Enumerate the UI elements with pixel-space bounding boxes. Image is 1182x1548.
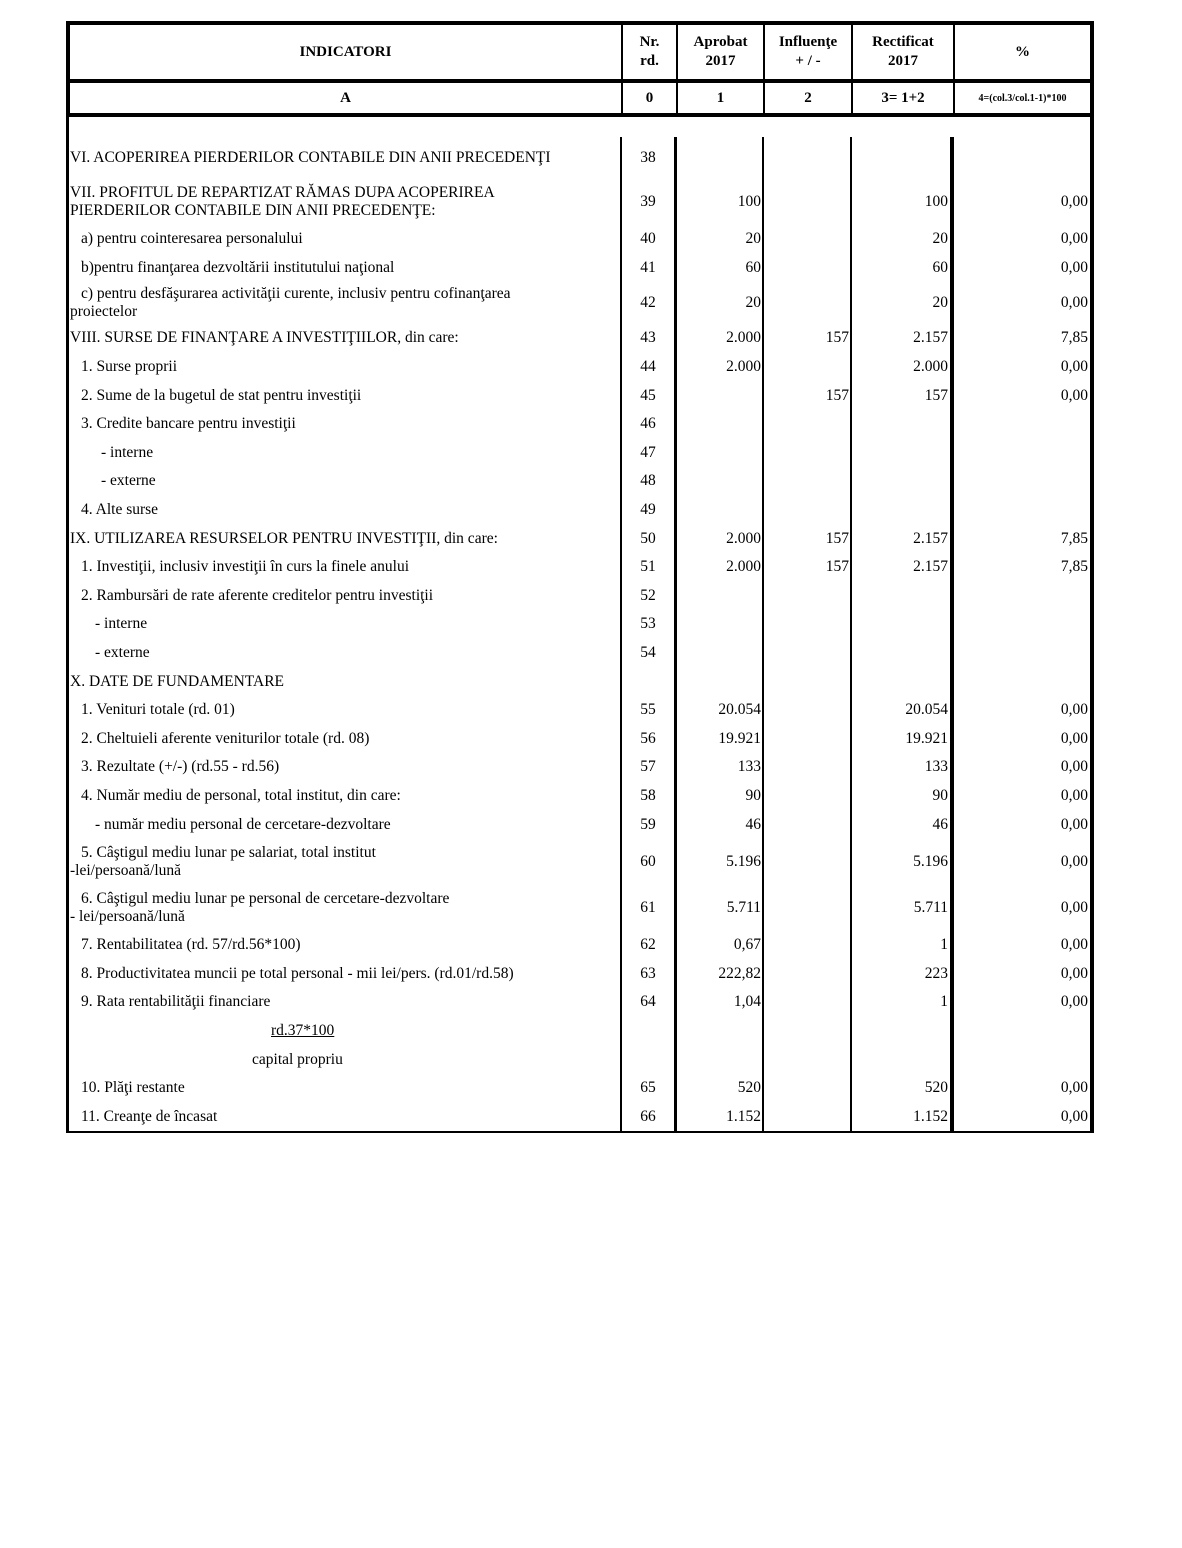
row-label [69,353,622,382]
row-number: 66 [622,1102,677,1131]
value-influente [764,667,852,696]
table-header [66,21,1094,79]
table-row [69,1045,1090,1074]
value-rectificat [852,1045,954,1074]
row-label-text: 1. Surse proprii [81,358,178,376]
value-rectificat: 2.157 [852,324,954,353]
row-label-text: 2. Rambursări de rate aferente creditelor pentru investiţii [81,586,434,604]
row-label [69,467,622,496]
row-label-text: 4. Număr mediu de personal, total institut, din care: [81,786,401,804]
row-label [69,1102,622,1131]
table-row [69,254,1090,283]
row-number: 64 [622,988,677,1017]
row-label [69,1017,622,1046]
value-aprobat: 100 [677,179,764,225]
row-label-text: 5. Câştigul mediu lunar pe salariat, total institut [81,843,376,861]
value-influente: 157 [764,553,852,582]
subheader-1: 1 [678,83,765,113]
table-row [69,1102,1090,1131]
header-aprobat-line1: Aprobat [693,34,748,50]
value-aprobat: 5.196 [677,839,764,885]
row-label [69,254,622,283]
value-percent: 0,00 [1060,701,1088,719]
value-rectificat: 520 [852,1074,954,1103]
row-number: 40 [622,225,677,254]
table-row [69,810,1090,839]
row-number: 57 [622,753,677,782]
row-label-text-line2: - lei/persoană/lună [70,907,185,925]
row-label-text-line2: -lei/persoană/lună [70,861,182,879]
row-label-text: 2. Cheltuieli aferente veniturilor totale (rd. 08) [81,729,370,747]
row-number: 63 [622,959,677,988]
value-influente [764,782,852,811]
value-aprobat [677,1017,764,1046]
value-aprobat [677,467,764,496]
value-rectificat [852,467,954,496]
row-label-text: 2. Sume de la bugetul de stat pentru investiţii [81,386,362,404]
row-label [69,931,622,960]
value-percent [954,496,1090,525]
value-aprobat [677,410,764,439]
value-percent [954,467,1090,496]
value-percent: 0,00 [1060,852,1088,870]
row-number: 46 [622,410,677,439]
row-number: 41 [622,254,677,283]
row-label-text: 8. Productivitatea muncii pe total personal - mii lei/pers. (rd.01/rd.58) [81,964,514,982]
value-percent: 0,00 [1060,230,1088,248]
row-label [69,1045,622,1074]
table-row [69,885,1090,931]
value-influente [764,179,852,225]
value-influente [764,1102,852,1131]
value-rectificat: 5.711 [852,885,954,931]
value-rectificat [852,610,954,639]
indicators-table [66,21,1094,1133]
value-percent: 0,00 [1060,1079,1088,1097]
value-percent: 0,00 [1060,786,1088,804]
value-influente [764,753,852,782]
value-aprobat: 46 [677,810,764,839]
table-row [69,225,1090,254]
row-number: 58 [622,782,677,811]
value-aprobat: 520 [677,1074,764,1103]
subheader-a: A [70,83,623,113]
value-rectificat: 133 [852,753,954,782]
value-rectificat [852,439,954,468]
row-label [69,324,622,353]
row-label-text-line2: PIERDERILOR CONTABILE DIN ANII PRECEDENŢE: [70,202,436,219]
value-rectificat [852,639,954,668]
row-number: 38 [622,137,677,179]
table-row [69,988,1090,1017]
value-rectificat [852,410,954,439]
row-label [69,839,622,885]
table-row [69,381,1090,410]
table-row [69,753,1090,782]
value-rectificat: 2.157 [852,553,954,582]
value-influente [764,137,852,179]
value-aprobat: 5.711 [677,885,764,931]
row-label [69,1074,622,1103]
row-label [69,524,622,553]
row-number [622,1045,677,1074]
value-aprobat [677,582,764,611]
table-row [69,282,1090,324]
value-influente: 157 [764,524,852,553]
table-row [69,353,1090,382]
value-aprobat [677,1045,764,1074]
value-rectificat: 60 [852,254,954,283]
value-influente [764,225,852,254]
header-nr-rd [623,25,678,79]
value-percent [954,1017,1090,1046]
value-influente [764,988,852,1017]
table-row [69,1017,1090,1046]
value-aprobat: 0,67 [677,931,764,960]
value-rectificat: 90 [852,782,954,811]
header-nr-line1: Nr. [639,34,660,50]
value-influente [764,885,852,931]
value-percent: 0,00 [1060,193,1088,210]
table-row [69,839,1090,885]
value-aprobat [677,667,764,696]
row-number: 62 [622,931,677,960]
table-row [69,667,1090,696]
table-row [69,467,1090,496]
value-percent: 0,00 [1060,386,1088,404]
row-number: 55 [622,696,677,725]
value-influente [764,582,852,611]
value-aprobat: 19.921 [677,725,764,754]
row-number: 54 [622,639,677,668]
value-rectificat: 19.921 [852,725,954,754]
row-number: 59 [622,810,677,839]
value-percent [954,410,1090,439]
value-influente [764,931,852,960]
value-percent: 0,00 [1060,258,1088,276]
value-percent [954,639,1090,668]
value-percent: 0,00 [1060,898,1088,916]
row-label-text: 1. Investiţii, inclusiv investiţii în curs la finele anului [81,558,410,576]
value-influente [764,725,852,754]
row-number: 52 [622,582,677,611]
row-label [69,959,622,988]
value-percent [954,610,1090,639]
row-label [69,496,622,525]
value-rectificat: 2.157 [852,524,954,553]
value-rectificat [852,667,954,696]
value-influente [764,467,852,496]
value-percent: 0,00 [1060,964,1088,982]
row-number: 53 [622,610,677,639]
row-label [69,282,622,324]
value-influente [764,1017,852,1046]
value-percent: 7,85 [1060,558,1088,576]
row-number: 44 [622,353,677,382]
row-label-text: VI. ACOPERIREA PIERDERILOR CONTABILE DIN ANII PRECEDENŢI [70,149,551,166]
header-rectificat-line2: 2017 [887,53,918,69]
row-label [69,725,622,754]
row-number: 50 [622,524,677,553]
value-rectificat: 1 [852,988,954,1017]
row-label-text-line2: proiectelor [70,303,138,321]
table-row [69,725,1090,754]
row-label-text: rd.37*100 [271,1021,335,1039]
value-aprobat: 20.054 [677,696,764,725]
value-rectificat: 20 [852,282,954,324]
header-influente [765,25,853,79]
value-percent [954,1045,1090,1074]
table-body [66,117,1094,1133]
table-row [69,696,1090,725]
value-percent: 0,00 [1060,294,1088,312]
value-percent: 0,00 [1060,993,1088,1011]
table-subheader [66,79,1094,117]
header-influente-line2: + / - [795,53,821,69]
value-aprobat [677,610,764,639]
value-aprobat: 1.152 [677,1102,764,1131]
value-rectificat: 20 [852,225,954,254]
row-label-text: 4. Alte surse [81,501,159,519]
header-aprobat-line2: 2017 [705,53,736,69]
value-percent [954,137,1090,179]
value-percent: 7,85 [1060,529,1088,547]
row-label-text: 10. Plăţi restante [81,1079,185,1097]
value-rectificat: 223 [852,959,954,988]
value-percent [954,667,1090,696]
subheader-4: 4=(col.3/col.1-1)*100 [978,92,1067,104]
value-rectificat: 2.000 [852,353,954,382]
row-label [69,810,622,839]
header-influente-line1: Influenţe [778,34,838,50]
value-aprobat [677,639,764,668]
value-influente [764,254,852,283]
row-label [69,137,622,179]
header-rectificat-line1: Rectificat [872,34,934,50]
value-aprobat: 1,04 [677,988,764,1017]
table-row [69,524,1090,553]
row-label [69,988,622,1017]
row-label-text: - externe [95,644,150,662]
value-rectificat: 1.152 [852,1102,954,1131]
value-aprobat: 2.000 [677,324,764,353]
row-number: 56 [622,725,677,754]
value-percent: 7,85 [1060,329,1088,347]
value-percent: 0,00 [1060,815,1088,833]
value-influente [764,810,852,839]
row-label-text: 11. Creanţe de încasat [81,1107,218,1125]
value-influente: 157 [764,324,852,353]
row-number: 47 [622,439,677,468]
subheader-2: 2 [765,83,853,113]
value-rectificat: 157 [852,381,954,410]
value-aprobat [677,381,764,410]
value-rectificat: 100 [852,179,954,225]
row-label [69,553,622,582]
row-label-text: 3. Rezultate (+/-) (rd.55 - rd.56) [81,758,280,776]
value-influente [764,282,852,324]
row-label [69,610,622,639]
table-row [69,582,1090,611]
value-influente [764,496,852,525]
subheader-0: 0 [623,83,678,113]
value-rectificat [852,582,954,611]
row-number: 43 [622,324,677,353]
table-row [69,410,1090,439]
value-influente [764,610,852,639]
row-label-text: 7. Rentabilitatea (rd. 57/rd.56*100) [81,936,301,954]
row-label-text: X. DATE DE FUNDAMENTARE [70,672,285,690]
value-aprobat: 20 [677,225,764,254]
table-row [69,179,1090,225]
row-label [69,753,622,782]
row-label [69,381,622,410]
row-label [69,667,622,696]
row-label [69,225,622,254]
row-number: 51 [622,553,677,582]
header-nr-line2: rd. [640,53,659,69]
table-row [69,959,1090,988]
row-label-text: IX. UTILIZAREA RESURSELOR PENTRU INVESTIŢII, din care: [70,529,498,547]
row-label-text: capital propriu [252,1050,343,1068]
value-aprobat: 222,82 [677,959,764,988]
value-percent: 0,00 [1060,936,1088,954]
value-influente [764,410,852,439]
row-number: 48 [622,467,677,496]
value-aprobat [677,496,764,525]
header-rectificat [853,25,955,79]
row-label-text: - interne [101,443,154,461]
value-percent [954,582,1090,611]
row-number [622,1017,677,1046]
value-influente [764,353,852,382]
table-row [69,610,1090,639]
row-number: 60 [622,839,677,885]
value-aprobat: 2.000 [677,353,764,382]
subheader-3: 3= 1+2 [853,83,955,113]
table-row [69,1074,1090,1103]
row-label-text: VII. PROFITUL DE REPARTIZAT RĂMAS DUPA ACOPERIREA [70,184,495,201]
table-row [69,324,1090,353]
row-label [69,885,622,931]
value-aprobat: 2.000 [677,553,764,582]
value-influente [764,959,852,988]
value-rectificat: 20.054 [852,696,954,725]
table-row [69,553,1090,582]
value-influente [764,839,852,885]
value-percent: 0,00 [1060,729,1088,747]
row-number: 49 [622,496,677,525]
row-number: 65 [622,1074,677,1103]
row-label-text: 6. Câştigul mediu lunar pe personal de cercetare-dezvoltare [81,889,450,907]
row-label [69,782,622,811]
value-aprobat: 133 [677,753,764,782]
row-label [69,582,622,611]
header-indicatori: INDICATORI [70,25,623,79]
value-aprobat: 2.000 [677,524,764,553]
value-rectificat: 1 [852,931,954,960]
value-rectificat [852,496,954,525]
value-aprobat [677,439,764,468]
table-row [69,639,1090,668]
row-label-text: 1. Venituri totale (rd. 01) [81,701,235,719]
value-percent: 0,00 [1060,758,1088,776]
header-percent: % [1015,43,1030,60]
value-aprobat: 20 [677,282,764,324]
row-label-text: - externe [101,472,156,490]
row-label [69,410,622,439]
row-label-text: - număr mediu personal de cercetare-dezvoltare [95,815,391,833]
row-number: 45 [622,381,677,410]
table-row [69,137,1090,179]
row-number: 61 [622,885,677,931]
row-label-text: a) pentru cointeresarea personalului [81,230,303,248]
value-aprobat: 90 [677,782,764,811]
row-label-text: 9. Rata rentabilităţii financiare [81,993,271,1011]
row-label-text: VIII. SURSE DE FINANŢARE A INVESTIŢIILOR, din care: [70,329,459,347]
value-rectificat [852,137,954,179]
table-row [69,782,1090,811]
row-label [69,179,622,225]
value-influente: 157 [764,381,852,410]
table-row [69,931,1090,960]
row-label-text: - interne [95,615,148,633]
header-aprobat [678,25,765,79]
value-percent: 0,00 [1060,1107,1088,1125]
row-number: 39 [622,179,677,225]
value-percent: 0,00 [1060,358,1088,376]
value-rectificat: 46 [852,810,954,839]
row-label-text: b)pentru finanţarea dezvoltării institutului naţional [81,258,395,276]
row-label-text: 3. Credite bancare pentru investiţii [81,415,296,433]
row-number: 42 [622,282,677,324]
row-label [69,696,622,725]
value-rectificat [852,1017,954,1046]
value-percent [954,439,1090,468]
value-influente [764,696,852,725]
table-row [69,439,1090,468]
value-aprobat [677,137,764,179]
table-row [69,496,1090,525]
value-rectificat: 5.196 [852,839,954,885]
row-label-text: c) pentru desfăşurarea activităţii curente, inclusiv pentru cofinanţarea [81,285,511,303]
value-influente [764,1045,852,1074]
value-influente [764,639,852,668]
value-influente [764,439,852,468]
row-number [622,667,677,696]
row-label [69,439,622,468]
value-aprobat: 60 [677,254,764,283]
value-influente [764,1074,852,1103]
row-label [69,639,622,668]
